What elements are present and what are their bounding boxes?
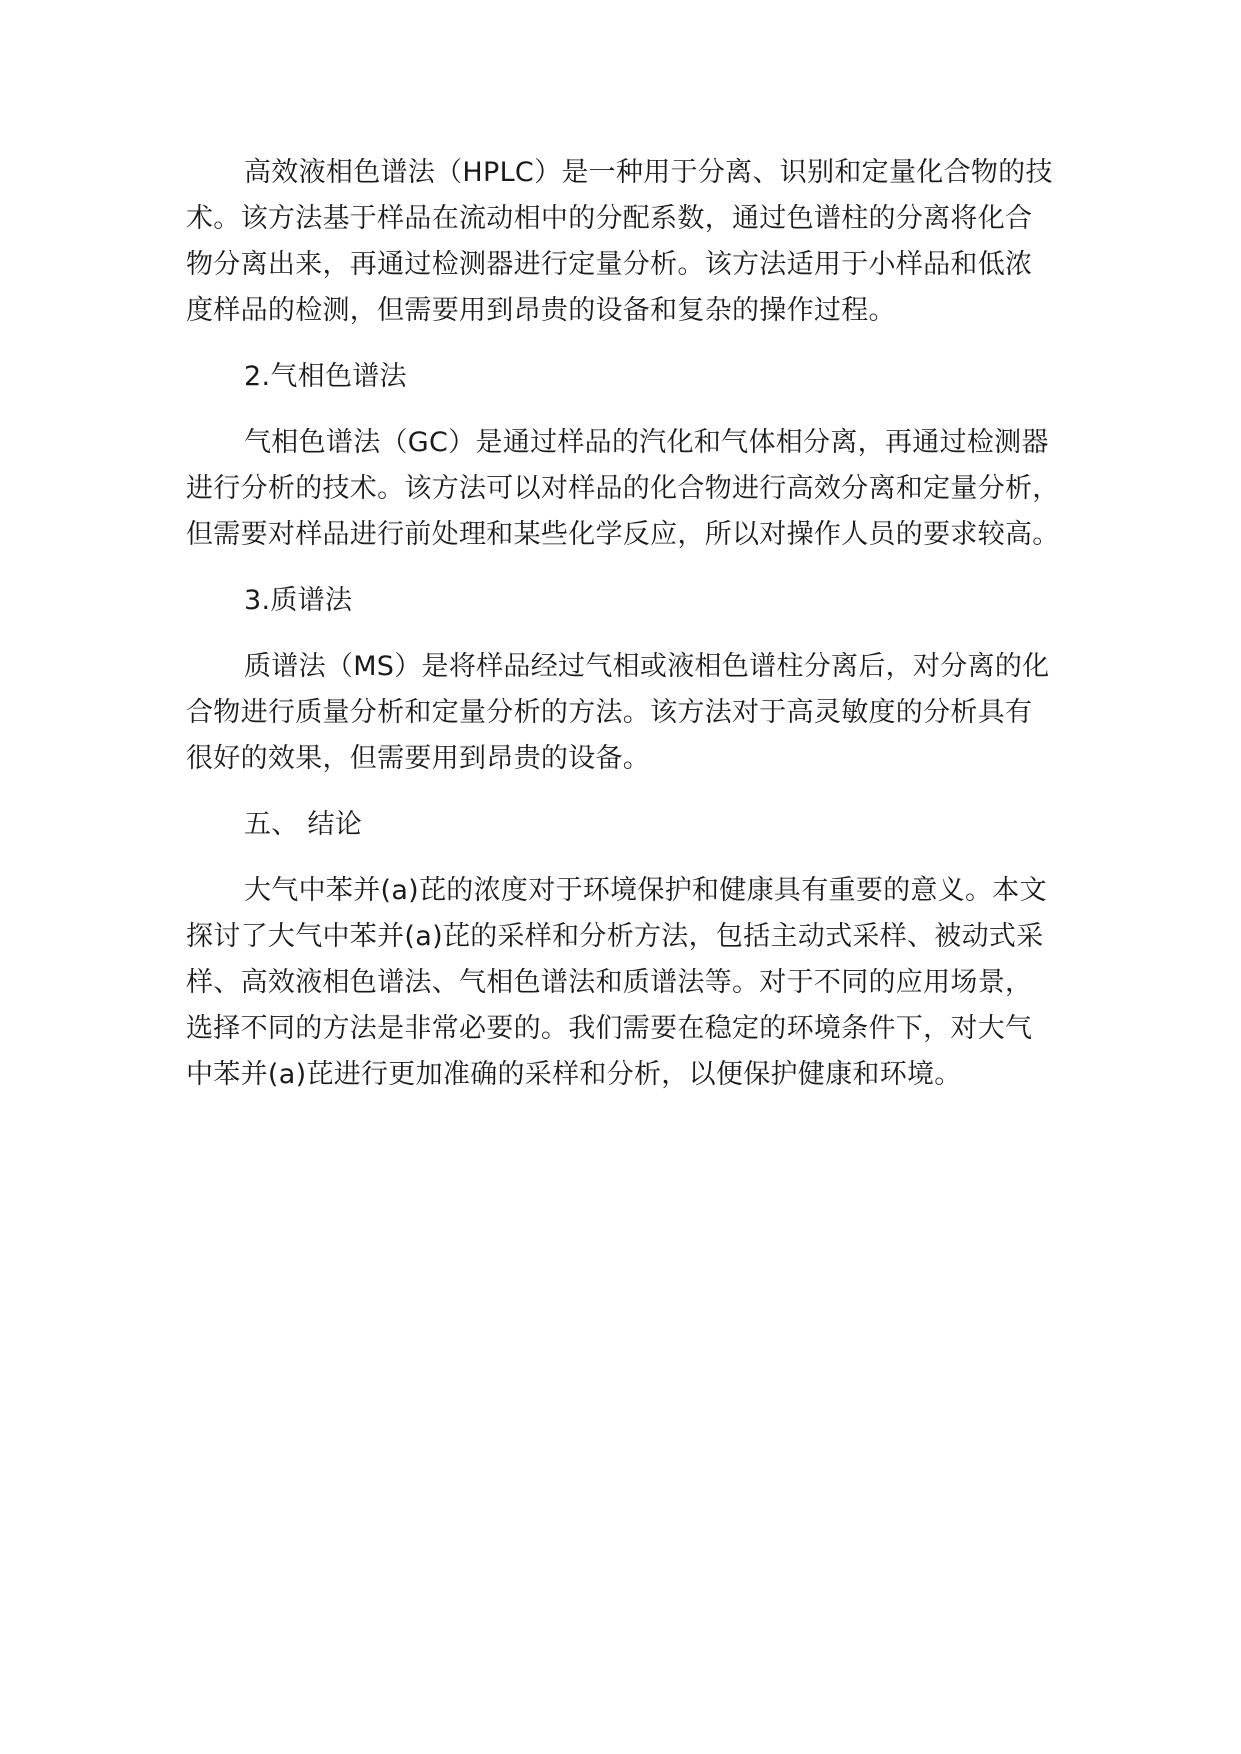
text-line: 术。该方法基于样品在流动相中的分配系数，通过色谱柱的分离将化合 — [186, 203, 1033, 234]
text-line: 合物进行质量分析和定量分析的方法。该方法对于高灵敏度的分析具有 — [186, 697, 1033, 728]
text-line: 质谱法（MS）是将样品经过气相或液相色谱柱分离后，对分离的化 — [244, 651, 1050, 682]
text-line: 探讨了大气中苯并(a)芘的采样和分析方法，包括主动式采样、被动式采 — [186, 921, 1044, 952]
text-line: 选择不同的方法是非常必要的。我们需要在稳定的环境条件下，对大气 — [186, 1013, 1033, 1044]
document-body — [186, 150, 1066, 1118]
paragraph-ms — [186, 644, 1066, 782]
text-line: 但需要对样品进行前处理和某些化学反应，所以对操作人员的要求较高。 — [186, 519, 1060, 550]
section-heading-ms: 3.质谱法 — [244, 585, 353, 616]
text-line: 度样品的检测，但需要用到昂贵的设备和复杂的操作过程。 — [186, 295, 896, 326]
section-heading-conclusion: 五、 结论 — [244, 809, 363, 840]
section-heading-gc: 2.气相色谱法 — [244, 361, 407, 392]
text-line: 很好的效果，但需要用到昂贵的设备。 — [186, 743, 651, 774]
text-line: 物分离出来，再通过检测器进行定量分析。该方法适用于小样品和低浓 — [186, 249, 1033, 280]
text-line: 高效液相色谱法（HPLC）是一种用于分离、识别和定量化合物的技 — [244, 157, 1053, 188]
text-line: 样、高效液相色谱法、气相色谱法和质谱法等。对于不同的应用场景， — [186, 967, 1033, 998]
text-line: 大气中苯并(a)芘的浓度对于环境保护和健康具有重要的意义。本文 — [244, 875, 1047, 906]
text-line: 气相色谱法（GC）是通过样品的汽化和气体相分离，再通过检测器 — [244, 427, 1049, 458]
text-line: 进行分析的技术。该方法可以对样品的化合物进行高效分离和定量分析， — [186, 473, 1060, 504]
text-line: 中苯并(a)芘进行更加准确的采样和分析，以便保护健康和环境。 — [186, 1059, 962, 1090]
paragraph-gc — [186, 420, 1066, 558]
paragraph-conclusion — [186, 868, 1066, 1098]
paragraph-hplc — [186, 150, 1066, 334]
